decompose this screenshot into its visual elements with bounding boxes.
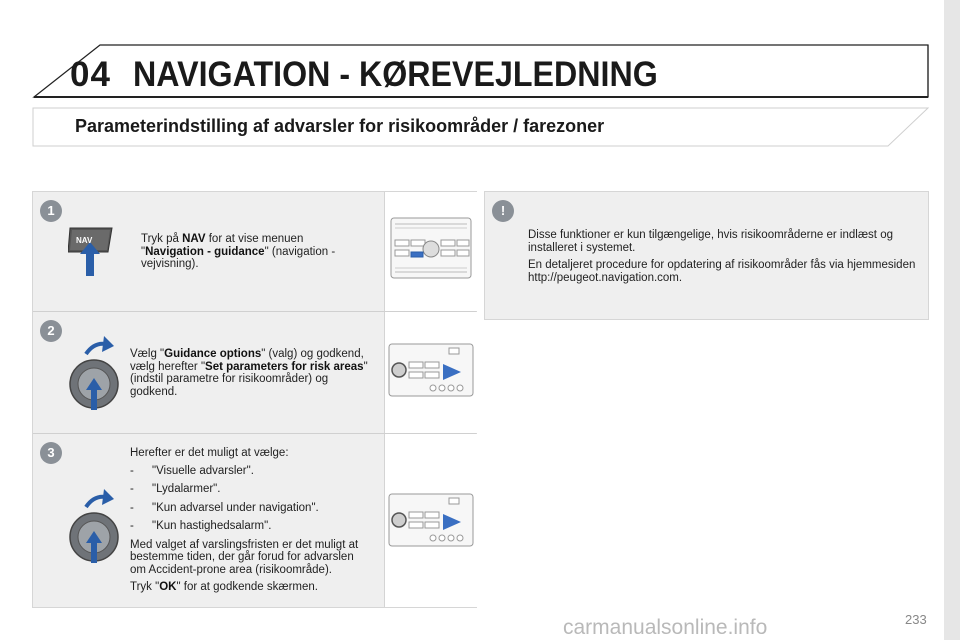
watermark: carmanualsonline.info xyxy=(563,616,768,639)
notice-paragraph: Disse funktioner er kun tilgængelige, hvis risikoområderne er indlæst og installeret i systemet. xyxy=(528,229,893,254)
notice-text xyxy=(528,229,922,289)
rotary-knob-icon xyxy=(64,334,124,419)
radio-knob-panel-icon xyxy=(385,434,477,607)
step-3-illustration xyxy=(384,434,477,607)
chapter-header xyxy=(0,0,960,105)
step-2-illustration xyxy=(384,312,477,433)
page-number: 233 xyxy=(905,612,927,627)
page-edge-strip xyxy=(944,0,960,640)
chapter-title: NAVIGATION - KØREVEJLEDNING xyxy=(133,55,658,94)
list-item: - "Kun hastighedsalarm". xyxy=(130,520,272,532)
list-item: - "Lydalarmer". xyxy=(130,483,221,495)
step-number-badge: 3 xyxy=(40,442,62,464)
step-2-text: Vælg "Guidance options" (valg) og godkend, vælg herefter "Set parameters for risk areas" (indstil parametre for risikoområder) og godkend. xyxy=(130,348,368,398)
list-item: - "Visuelle advarsler". xyxy=(130,464,254,477)
list-item: - "Kun advarsel under navigation". xyxy=(130,501,319,514)
step-1-text: Tryk på NAV for at vise menuen "Navigation - guidance" (navigation - vejvisning). xyxy=(141,233,336,270)
radio-panel-icon xyxy=(385,192,477,311)
step-3-final: Tryk "OK" for at godkende skærmen. xyxy=(130,581,318,593)
step-3-text xyxy=(130,447,372,599)
rotary-knob-icon xyxy=(64,487,124,572)
step-number-badge: 1 xyxy=(40,200,62,222)
chapter-number: 04 xyxy=(70,55,111,94)
step-1-illustration xyxy=(384,192,477,311)
warning-icon: ! xyxy=(492,200,514,222)
nav-button-label: NAV xyxy=(76,236,93,245)
step-3-intro: Herefter er det muligt at vælge: xyxy=(130,447,289,459)
nav-button-icon xyxy=(68,224,128,285)
radio-knob-panel-icon xyxy=(385,312,477,433)
section-subtitle: Parameterindstilling af advarsler for risikoområder / farezoner xyxy=(75,116,605,136)
notice-paragraph: En detaljeret procedure for opdatering af risikoområder fås via hjemmesiden http://peugeot.navigation.com. xyxy=(528,259,916,284)
step-3-paragraph: Med valget af varslingsfristen er det muligt at bestemme tiden, der går forud for advarslen om Accident-prone area (risikoområde). xyxy=(130,538,359,576)
step-number-badge: 2 xyxy=(40,320,62,342)
